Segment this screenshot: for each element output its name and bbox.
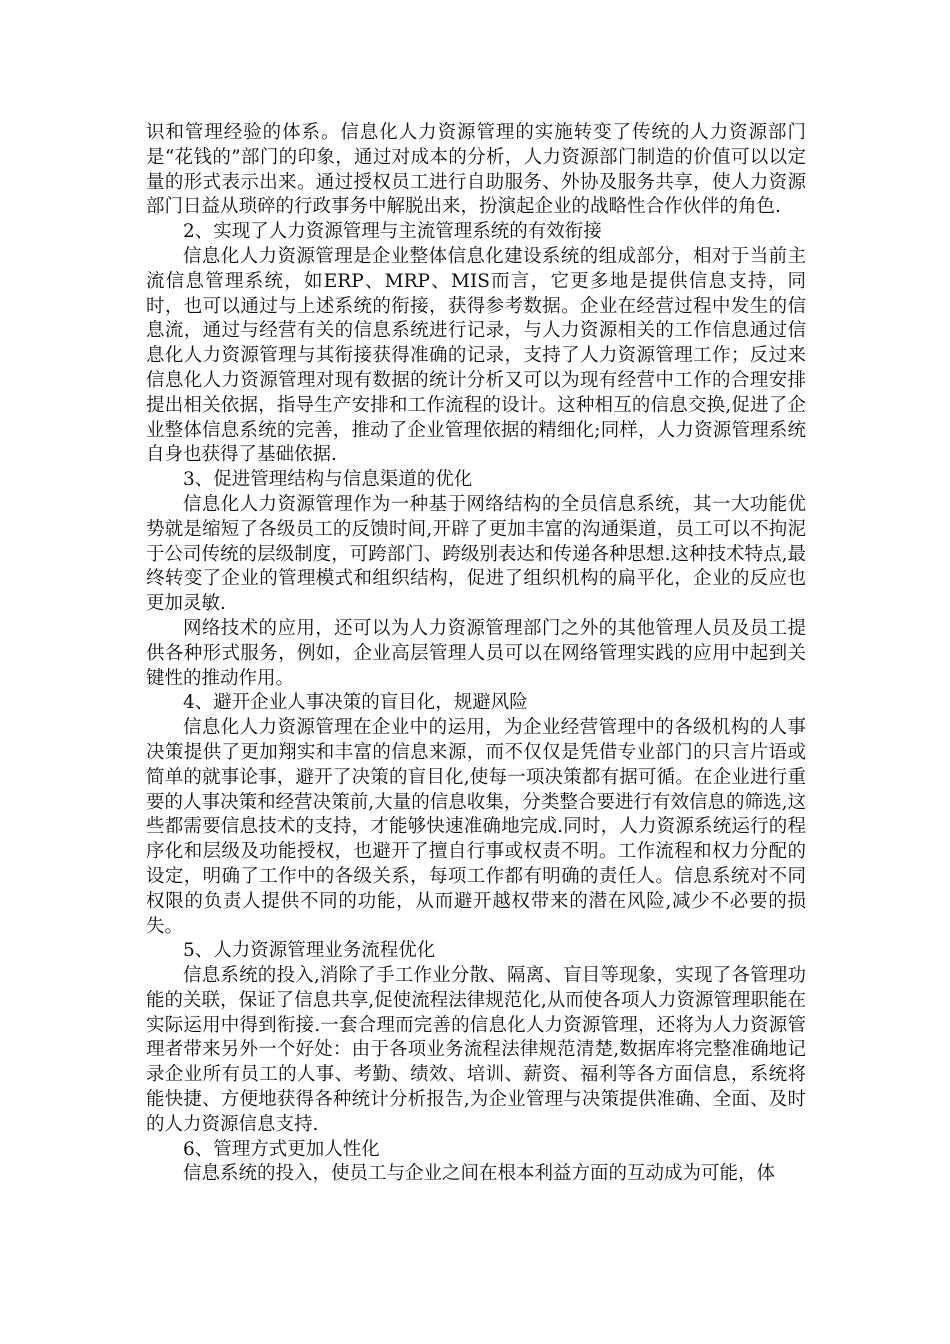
document-page: [146, 121, 806, 1187]
section-heading: 6、管理方式更加人性化: [183, 1138, 380, 1160]
body-paragraph: 网络技术的应用，还可以为人力资源管理部门之外的其他管理人员及员工提供各种形式服务，例如，企业高层管理人员可以在网络管理实践的应用中起到关键性的推动作用。: [146, 617, 806, 689]
body-paragraph: 信息化人力资源管理是企业整体信息化建设系统的组成部分，相对于当前主流信息管理系统，如ERP、MRP、MIS而言，它更多地是提供信息支持，同时，也可以通过与上述系统的衔接，获得参考数据。企业在经营过程中发生的信息流，通过与经营有关的信息系统进行记录，与人力资源相关的工作信息通过信息化人力资源管理与其衔接获得准确的记录，支持了人力资源管理工作；反过来信息化人力资源管理对现有数据的统计分析又可以为现有经营中工作的合理安排提出相关依据，指导生产安排和工作流程的设计。这种相互的信息交换,促进了企业整体信息系统的完善，推动了企业管理依据的精细化;同样，人力资源管理系统自身也获得了基础依据.: [146, 245, 806, 466]
section-heading: 4、避开企业人事决策的盲目化，规避风险: [183, 692, 528, 714]
section-heading: 5、人力资源管理业务流程优化: [183, 940, 436, 962]
section-heading: 2、实现了人力资源管理与主流管理系统的有效衔接: [183, 221, 602, 243]
body-paragraph: 信息系统的投入，使员工与企业之间在根本利益方面的互动成为可能，体: [183, 1163, 776, 1185]
body-paragraph: 信息化人力资源管理作为一种基于网络结构的全员信息系统，其一大功能优势就是缩短了各级员工的反馈时间,开辟了更加丰富的沟通渠道，员工可以不拘泥于公司传统的层级制度，可跨部门、跨级别表达和传递各种思想.这种技术特点,最终转变了企业的管理模式和组织结构，促进了组织机构的扁平化，企业的反应也更加灵敏.: [146, 493, 806, 615]
body-paragraph: 信息化人力资源管理在企业中的运用，为企业经营管理中的各级机构的人事决策提供了更加翔实和丰富的信息来源，而不仅仅是凭借专业部门的只言片语或简单的就事论事，避开了决策的盲目化,使每一项决策都有据可循。在企业进行重要的人事决策和经营决策前,大量的信息收集，分类整合要进行有效信息的筛选,这些都需要信息技术的支持，才能够快速准确地完成.同时，人力资源系统运行的程序化和层级及功能授权，也避开了擅自行事或权责不明。工作流程和权力分配的设定，明确了工作中的各级关系，每项工作都有明确的责任人。信息系统对不同权限的负责人提供不同的功能，从而避开越权带来的潜在风险,减少不必要的损失。: [146, 717, 806, 937]
body-paragraph: 信息系统的投入,消除了手工作业分散、隔离、盲目等现象，实现了各管理功能的关联，保证了信息共享,促使流程法律规范化,从而使各项人力资源管理职能在实际运用中得到衔接.一套合理而完善的信息化人力资源管理，还将为人力资源管理者带来另外一个好处：由于各项业务流程法律规范清楚,数据库将完整准确地记录企业所有员工的人事、考勤、绩效、培训、薪资、福利等各方面信息，系统将能快捷、方便地获得各种统计分析报告,为企业管理与决策提供准确、全面、及时的人力资源信息支持.: [146, 965, 806, 1135]
section-heading: 3、促进管理结构与信息渠道的优化: [183, 469, 473, 491]
body-paragraph: 识和管理经验的体系。信息化人力资源管理的实施转变了传统的人力资源部门是“花钱的”部门的印象，通过对成本的分析，人力资源部门制造的价值可以以定量的形式表示出来。通过授权员工进行自助服务、外协及服务共享，使人力资源部门日益从琐碎的行政事务中解脱出来，扮演起企业的战略性合作伙伴的角色.: [146, 122, 806, 218]
